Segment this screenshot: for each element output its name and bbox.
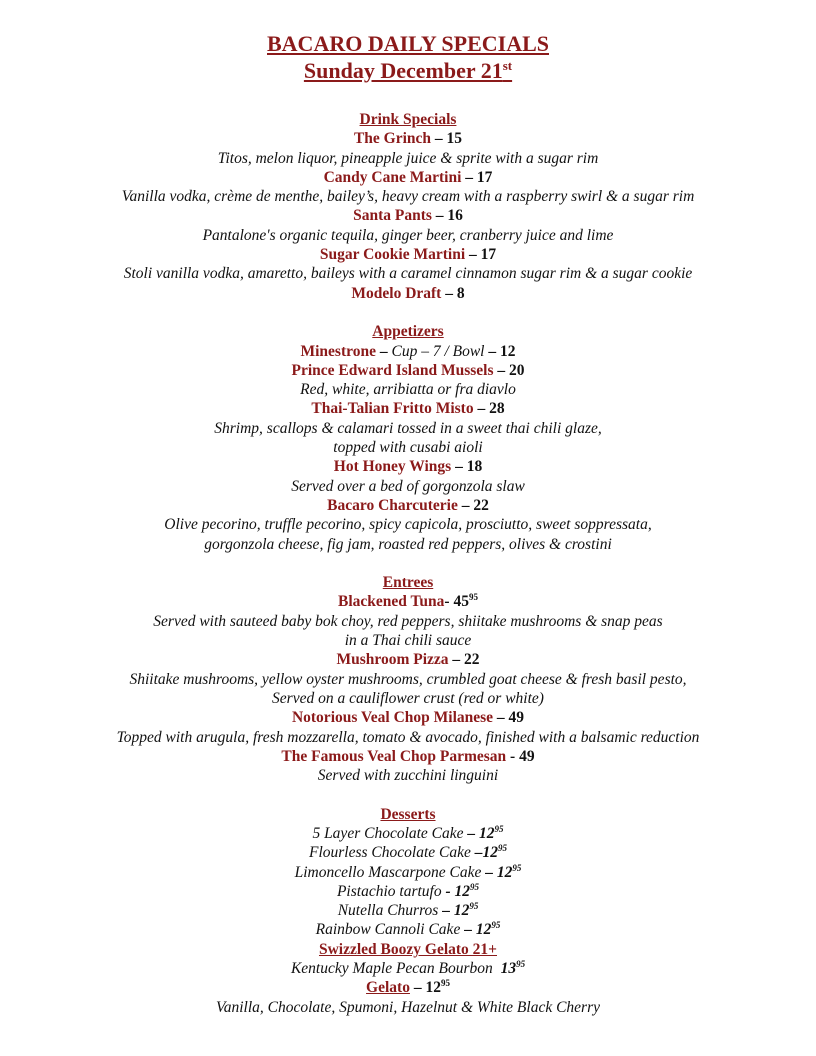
- dessert-item: 5 Layer Chocolate Cake – $12^{95}$: [312, 823, 504, 842]
- entree-item: Mushroom Pizza – 22: [336, 651, 480, 669]
- appetizers-heading: Appetizers: [372, 323, 444, 341]
- appetizer-item: Bacaro Charcuterie – 22: [327, 496, 489, 514]
- dessert-item: Nutella Churros – $12^{95}$: [337, 901, 479, 920]
- dessert-item: Pistachio tartufo - $12^{95}$: [336, 881, 480, 900]
- appetizer-item: Hot Honey Wings – 18: [333, 458, 483, 476]
- drink-item: Candy Cane Martini – 17: [323, 168, 493, 186]
- appetizer-item: Minestrone – Cup – 7 / Bowl – 12: [300, 342, 516, 360]
- entree-description: Shiitake mushrooms, yellow oyster mushrooms, crumbled goat cheese & fresh basil pesto,: [129, 670, 687, 688]
- drink-description: Stoli vanilla vodka, amaretto, baileys with a caramel cinnamon sugar rim & a sugar cookie: [123, 265, 693, 283]
- entree-item: The Famous Veal Chop Parmesan - 49: [281, 747, 535, 765]
- appetizer-description: topped with cusabi aioli: [333, 439, 483, 457]
- entrees-heading: Entrees: [382, 574, 434, 592]
- drink-item: Modelo Draft – 8: [351, 284, 465, 302]
- menu-date: Sunday December 21st: [303, 58, 513, 83]
- appetizer-description: Shrimp, scallops & calamari tossed in a sweet thai chili glaze,: [214, 419, 602, 437]
- entree-description: Served on a cauliflower crust (red or white): [272, 689, 544, 707]
- dessert-item: Flourless Chocolate Cake $-12^{95}$: [309, 843, 507, 862]
- appetizer-item: Prince Edward Island Mussels – 20: [291, 361, 525, 379]
- appetizer-description: Red, white, arribiatta or fra diavlo: [300, 381, 516, 399]
- drink-description: Vanilla vodka, crème de menthe, bailey’s, heavy cream with a raspberry swirl & a sugar rim: [121, 188, 695, 206]
- desserts-heading: Desserts: [380, 805, 436, 823]
- appetizer-description: Served over a bed of gorgonzola slaw: [291, 477, 525, 495]
- gelato-item: Gelato – $12^{95}$: [366, 978, 450, 997]
- drink-item: Sugar Cookie Martini – 17: [319, 246, 497, 264]
- dessert-item: Limoncello Mascarpone Cake – $12^{95}$: [294, 862, 522, 881]
- entree-item: Notorious Veal Chop Milanese – 49: [291, 709, 525, 727]
- boozy-gelato-heading: Swizzled Boozy Gelato 21+: [318, 940, 497, 958]
- entree-item: Blackened Tuna- $45^{95}$: [338, 592, 478, 611]
- appetizer-description: gorgonzola cheese, fig jam, roasted red peppers, olives & crostini: [204, 535, 612, 553]
- appetizer-item: Thai-Talian Fritto Misto – 28: [311, 400, 505, 418]
- drink-specials-heading: Drink Specials: [359, 111, 457, 128]
- drink-description: Titos, melon liquor, pineapple juice & sprite with a sugar rim: [217, 149, 599, 167]
- appetizer-description: Olive pecorino, truffle pecorino, spicy capicola, prosciutto, sweet soppressata,: [164, 516, 652, 534]
- drink-item: Santa Pants – 16: [353, 207, 463, 225]
- entree-description: Served with zucchini linguini: [317, 767, 499, 785]
- dessert-item: Rainbow Cannoli Cake – $12^{95}$: [315, 920, 501, 939]
- entree-description: in a Thai chili sauce: [344, 632, 472, 650]
- gelato-description: Vanilla, Chocolate, Spumoni, Hazelnut & White Black Cherry: [215, 998, 600, 1016]
- menu-title: BACARO DAILY SPECIALS: [267, 31, 549, 56]
- entree-description: Topped with arugula, fresh mozzarella, tomato & avocado, finished with a balsamic reduction: [116, 728, 700, 746]
- dessert-item: Kentucky Maple Pecan Bourbon $13^{95}$: [290, 959, 526, 978]
- drink-item: The Grinch – 15: [353, 130, 463, 148]
- entree-description: Served with sauteed baby bok choy, red peppers, shiitake mushrooms & snap peas: [153, 612, 663, 630]
- drink-description: Pantalone's organic tequila, ginger beer, cranberry juice and lime: [202, 226, 614, 244]
